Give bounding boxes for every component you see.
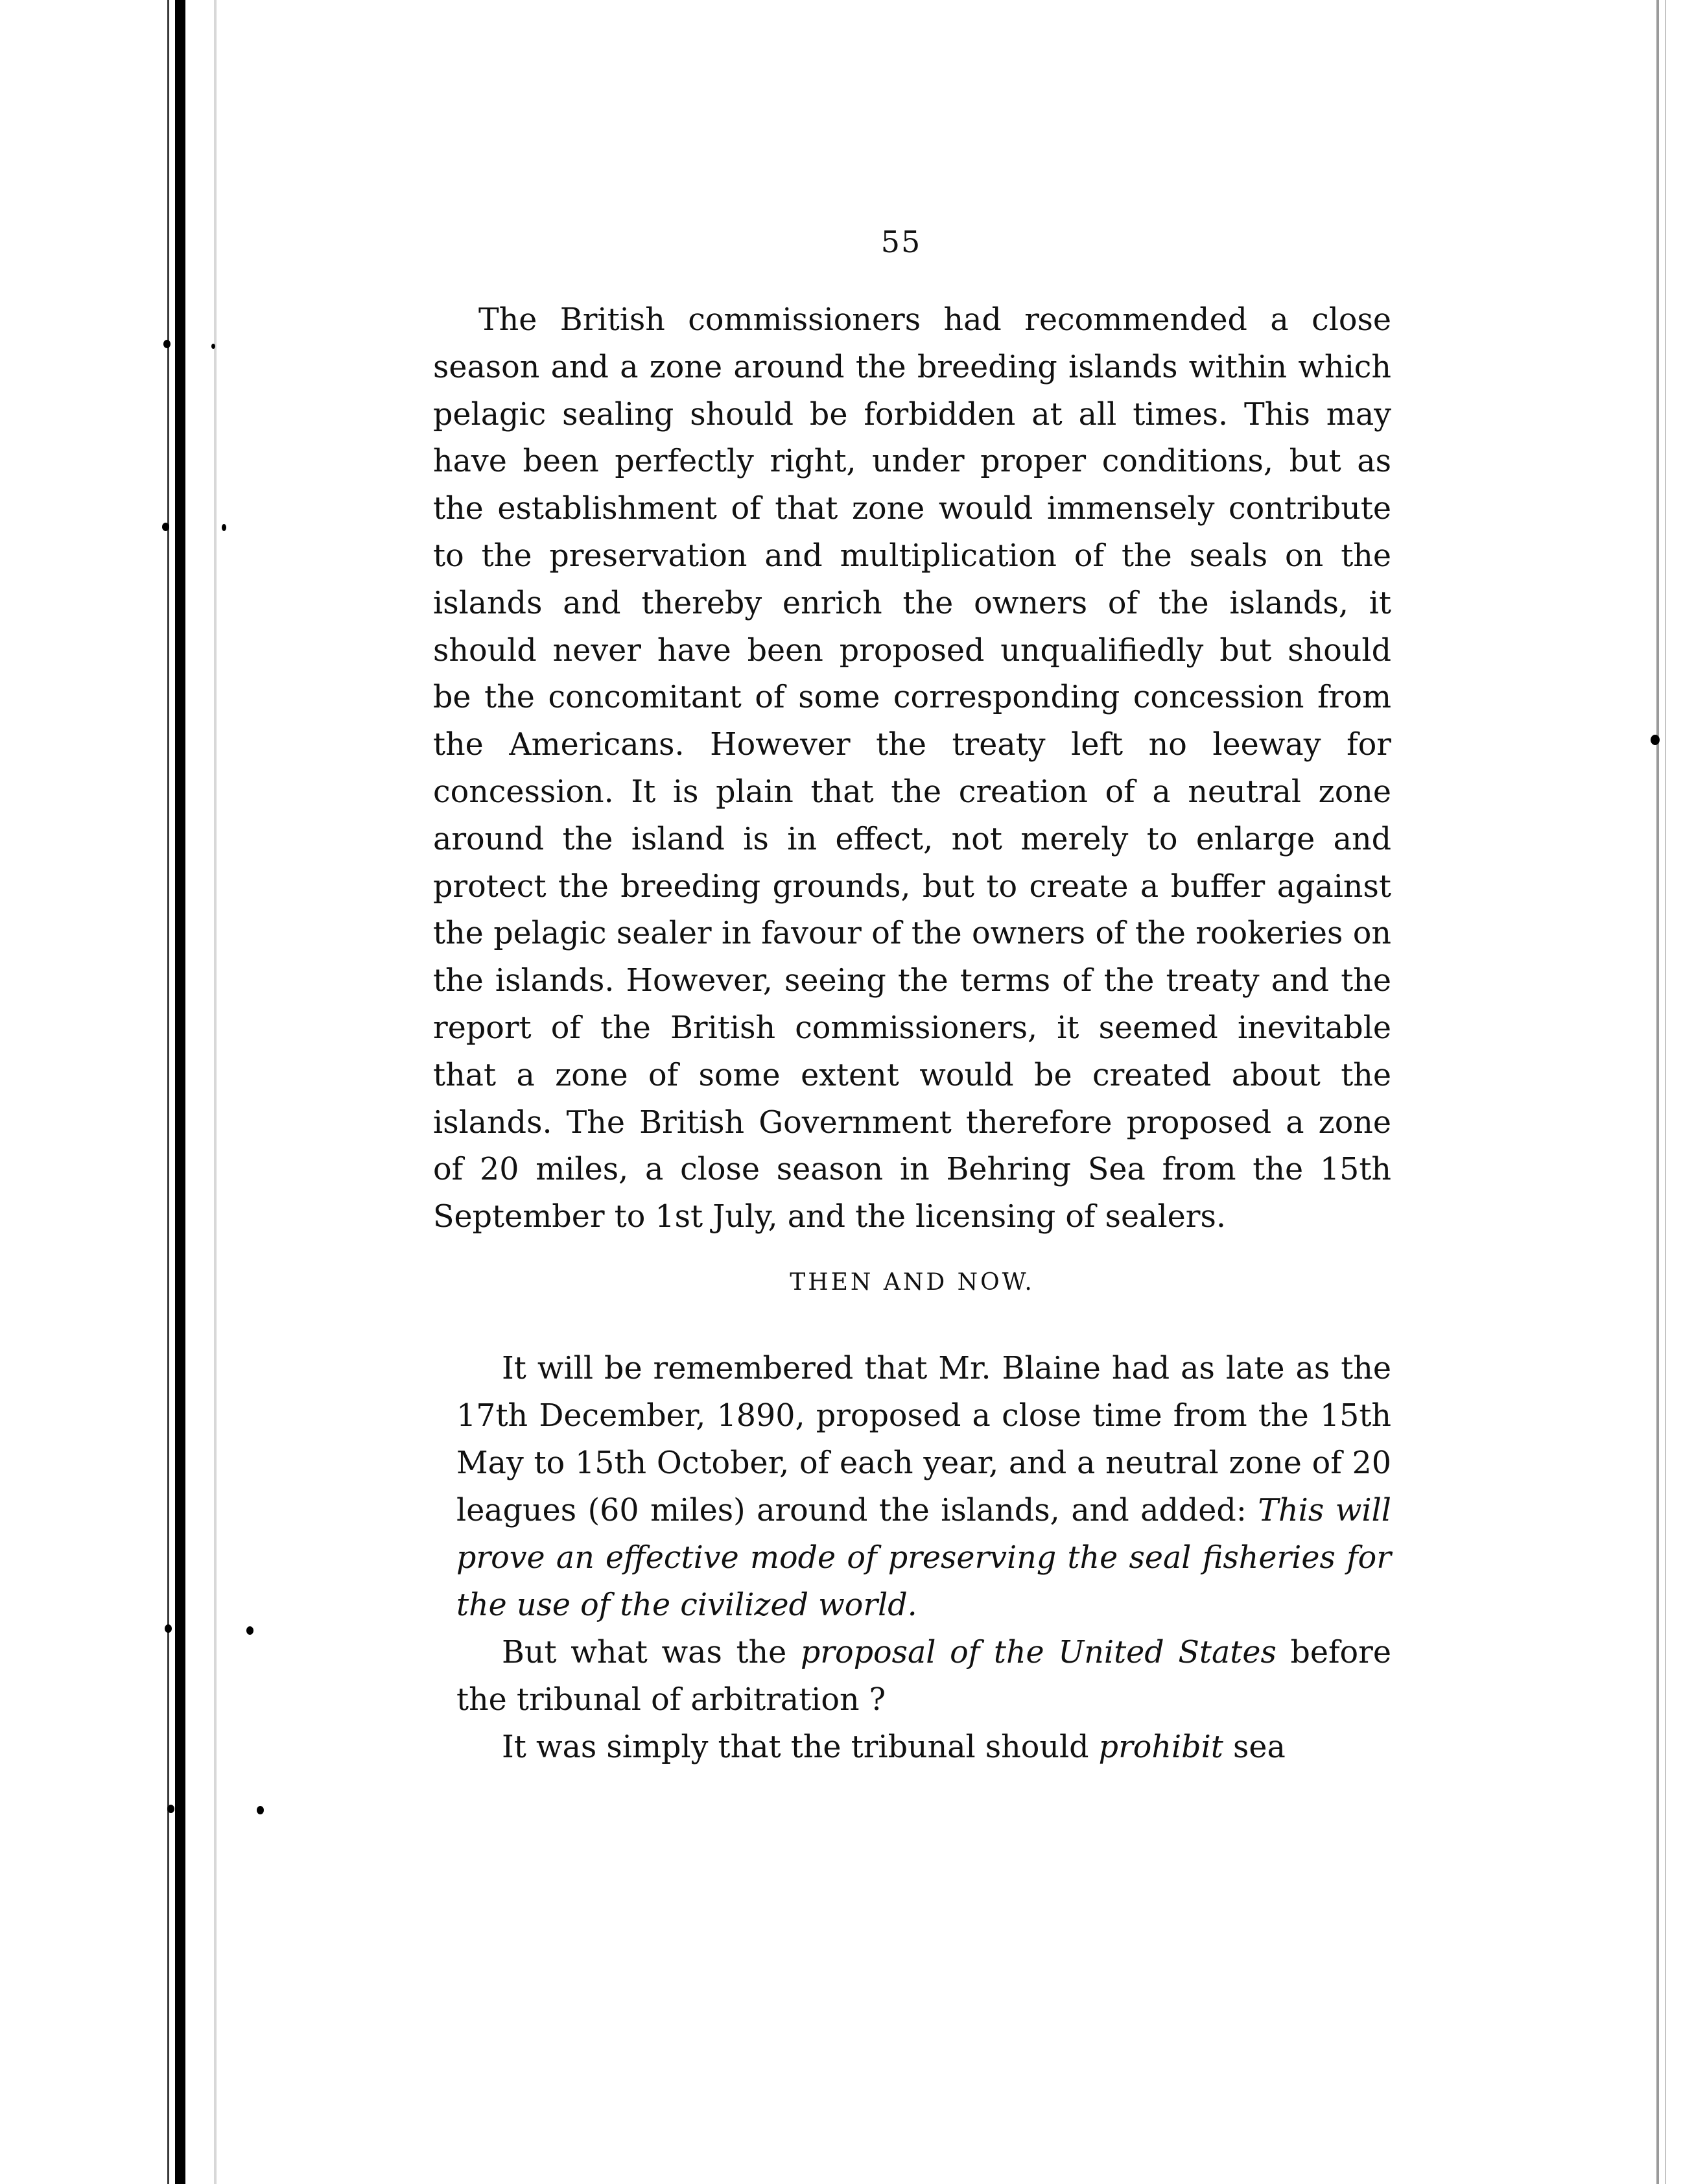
paragraph-us-text-end: before the tribunal of arbitration ? [456, 1634, 1391, 1718]
scan-speck [211, 344, 215, 349]
scan-speck [246, 1626, 253, 1635]
paragraph-blaine-text: It will be remembered that Mr. Blaine had as late as the 17th December, 1890, proposed a close time from the 15th May to 15th October, of each year, and a neutral zone of 20 leagues (60 miles) around the islands, and added: [456, 1350, 1391, 1528]
page-number: 55 [880, 224, 922, 259]
scan-speck [163, 340, 171, 348]
paragraph-united-states-proposal [456, 1629, 1391, 1724]
scan-speck [162, 523, 169, 531]
paragraph-tribunal-end: sea [1223, 1729, 1286, 1765]
paragraph-blaine-proposal [456, 1345, 1391, 1629]
scan-speck [257, 1806, 264, 1814]
page-binding-shadow [167, 0, 169, 2184]
page-right-edge [1656, 0, 1659, 2184]
page-right-edge-shadow [1665, 0, 1666, 2184]
page-fold-line [214, 0, 217, 2184]
scan-speck [1651, 735, 1660, 745]
paragraph-us-text-start: But what was the [502, 1634, 801, 1670]
scan-speck [167, 1805, 174, 1813]
page-binding-edge [175, 0, 185, 2184]
scan-speck [165, 1624, 172, 1633]
scan-speck [222, 524, 226, 531]
paragraph-blaine-quote: This will prove an effective mode of preserving the seal fisheries for the use of the civilized world. [456, 1492, 1391, 1623]
paragraph-tribunal-emphasis: prohibit [1098, 1729, 1223, 1765]
paragraph-tribunal-start: It was simply that the tribunal should [502, 1729, 1099, 1765]
paragraph-us-emphasis: proposal of the United States [800, 1634, 1277, 1670]
paragraph-tribunal [456, 1724, 1391, 1771]
section-heading: THEN AND NOW. [790, 1268, 1035, 1296]
paragraph-close-season: The British commissioners had recommended a close season and a zone around the breeding islands within which pelagic sealing should be forbidden at all times. This may have been perfectly right, under proper conditions, but as the establishment of that zone would immensely contribute to the preservation and multiplication of the seals on the islands and thereby enrich the owners of the islands, it should never have been proposed unqualifiedly but should be the concomitant of some corresponding concession from the Americans. However the treaty left no leeway for concession. It is plain that the creation of a neutral zone around the island is in effect, not merely to enlarge and protect the breeding grounds, but to create a buffer against the pelagic sealer in favour of the owners of the rookeries on the islands. However, seeing the terms of the treaty and the report of the British commissioners, it seemed inevitable that a zone of some extent would be created about the islands. The British Government therefore proposed a zone of 20 miles, a close season in Behring Sea from the 15th September to 1st July, and the licensing of sealers. [433, 302, 1391, 1235]
page-body [433, 297, 1391, 1771]
